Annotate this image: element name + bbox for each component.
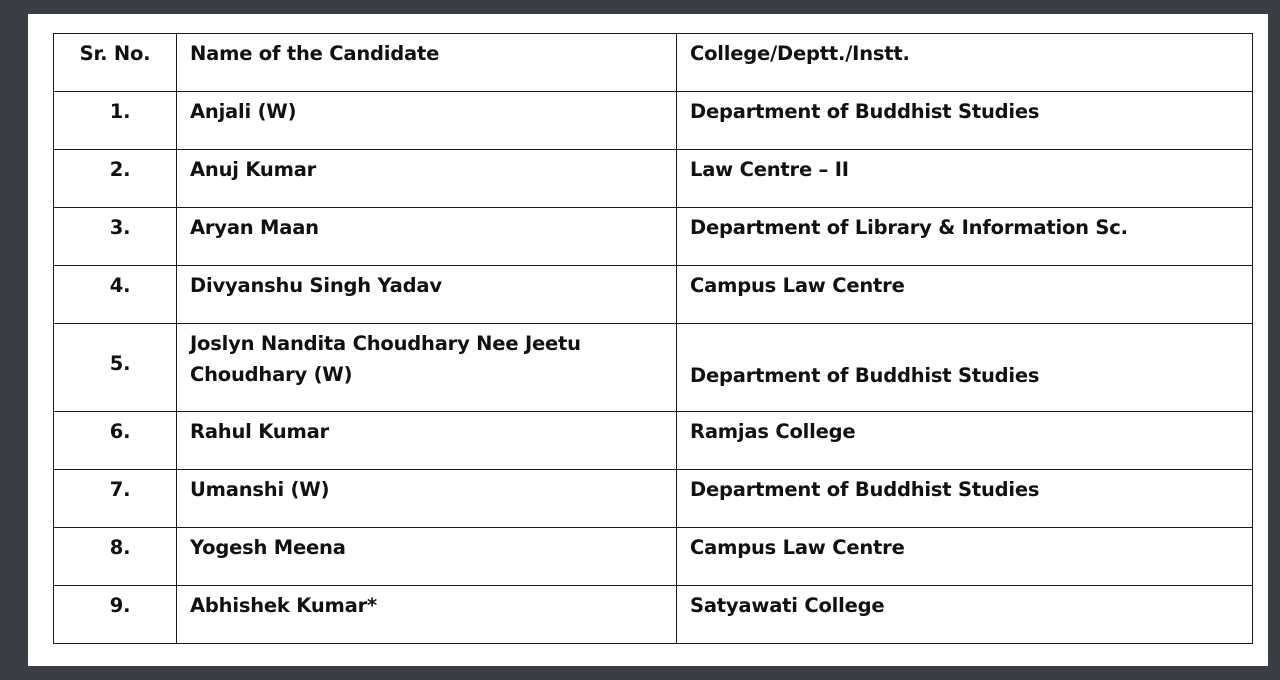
cell-candidate-name: Joslyn Nandita Choudhary Nee Jeetu Choudhary (W) [177, 324, 677, 412]
table-row [54, 266, 1253, 324]
cell-sr-no: 5. [54, 324, 177, 412]
header-candidate-name: Name of the Candidate [177, 34, 677, 92]
cell-candidate-name: Anuj Kumar [177, 150, 677, 208]
table-row [54, 470, 1253, 528]
cell-sr-no: 4. [54, 266, 177, 324]
header-sr-no: Sr. No. [54, 34, 177, 92]
cell-candidate-name: Abhishek Kumar* [177, 586, 677, 644]
table-row [54, 150, 1253, 208]
cell-candidate-name: Divyanshu Singh Yadav [177, 266, 677, 324]
table-row [54, 324, 1253, 412]
cell-college: Department of Library & Information Sc. [677, 208, 1253, 266]
document-page [28, 14, 1268, 666]
cell-candidate-name: Umanshi (W) [177, 470, 677, 528]
cell-candidate-name: Rahul Kumar [177, 412, 677, 470]
cell-college: Satyawati College [677, 586, 1253, 644]
cell-sr-no: 9. [54, 586, 177, 644]
cell-sr-no: 3. [54, 208, 177, 266]
cell-sr-no: 8. [54, 528, 177, 586]
table-row [54, 528, 1253, 586]
table-row [54, 412, 1253, 470]
cell-sr-no: 6. [54, 412, 177, 470]
cell-sr-no: 7. [54, 470, 177, 528]
table-row [54, 208, 1253, 266]
table-header-row [54, 34, 1253, 92]
cell-sr-no: 1. [54, 92, 177, 150]
cell-college: Law Centre – II [677, 150, 1253, 208]
candidate-table [53, 33, 1253, 644]
cell-candidate-name: Aryan Maan [177, 208, 677, 266]
cell-college: Department of Buddhist Studies [677, 324, 1253, 412]
cell-sr-no: 2. [54, 150, 177, 208]
table-row [54, 586, 1253, 644]
header-college: College/Deptt./Instt. [677, 34, 1253, 92]
table-row [54, 92, 1253, 150]
cell-college: Department of Buddhist Studies [677, 470, 1253, 528]
cell-candidate-name: Anjali (W) [177, 92, 677, 150]
cell-candidate-name: Yogesh Meena [177, 528, 677, 586]
cell-college: Campus Law Centre [677, 528, 1253, 586]
cell-college: Ramjas College [677, 412, 1253, 470]
cell-college: Campus Law Centre [677, 266, 1253, 324]
cell-college: Department of Buddhist Studies [677, 92, 1253, 150]
